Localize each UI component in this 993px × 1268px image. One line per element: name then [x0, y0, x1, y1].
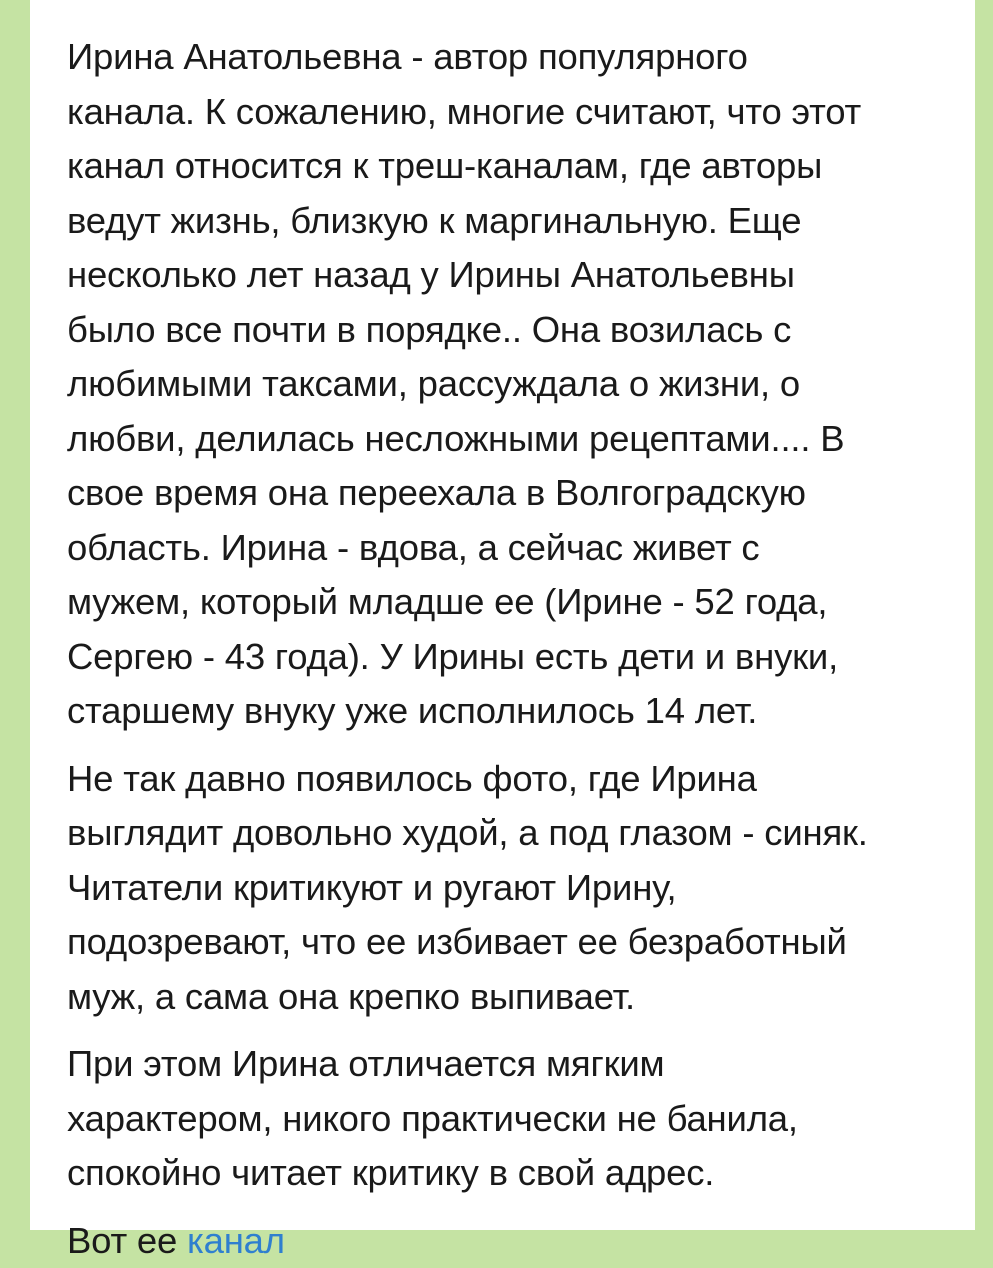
text-line: Читатели критикуют и ругают Ирину, — [67, 861, 975, 916]
text-line: ведут жизнь, близкую к маргинальную. Еще — [67, 194, 975, 249]
text-line: старшему внуку уже исполнилось 14 лет. — [67, 684, 975, 739]
text-line: было все почти в порядке.. Она возилась с — [67, 303, 975, 358]
text-line: муж, а сама она крепко выпивает. — [67, 970, 975, 1025]
paragraph-3 — [67, 1037, 975, 1201]
message-bubble — [30, 0, 975, 1230]
paragraph-2 — [67, 752, 975, 1025]
text-line: свое время она переехала в Волгоградскую — [67, 466, 975, 521]
text-line: Ирина Анатольевна - автор популярного — [67, 30, 975, 85]
paragraph-1 — [67, 30, 975, 739]
text-line: При этом Ирина отличается мягким — [67, 1037, 975, 1092]
text-line: область. Ирина - вдова, а сейчас живет с — [67, 521, 975, 576]
text-line: канала. К сожалению, многие считают, что этот — [67, 85, 975, 140]
text-line: канал относится к треш-каналам, где авторы — [67, 139, 975, 194]
text-line: Не так давно появилось фото, где Ирина — [67, 752, 975, 807]
channel-link[interactable]: канал — [187, 1220, 285, 1261]
text-line: несколько лет назад у Ирины Анатольевны — [67, 248, 975, 303]
text-line: мужем, который младше ее (Ирине - 52 года, — [67, 575, 975, 630]
text-line: подозревают, что ее избивает ее безработный — [67, 915, 975, 970]
channel-link-line — [67, 1214, 975, 1268]
text-line: Сергею - 43 года). У Ирины есть дети и внуки, — [67, 630, 975, 685]
text-line: выглядит довольно худой, а под глазом - синяк. — [67, 806, 975, 861]
text-line: характером, никого практически не банила, — [67, 1092, 975, 1147]
text-line: спокойно читает критику в свой адрес. — [67, 1146, 975, 1201]
text-line: любимыми таксами, рассуждала о жизни, о — [67, 357, 975, 412]
link-prefix: Вот ее — [67, 1220, 187, 1261]
text-line: любви, делилась несложными рецептами.... В — [67, 412, 975, 467]
message-text — [67, 30, 975, 1268]
